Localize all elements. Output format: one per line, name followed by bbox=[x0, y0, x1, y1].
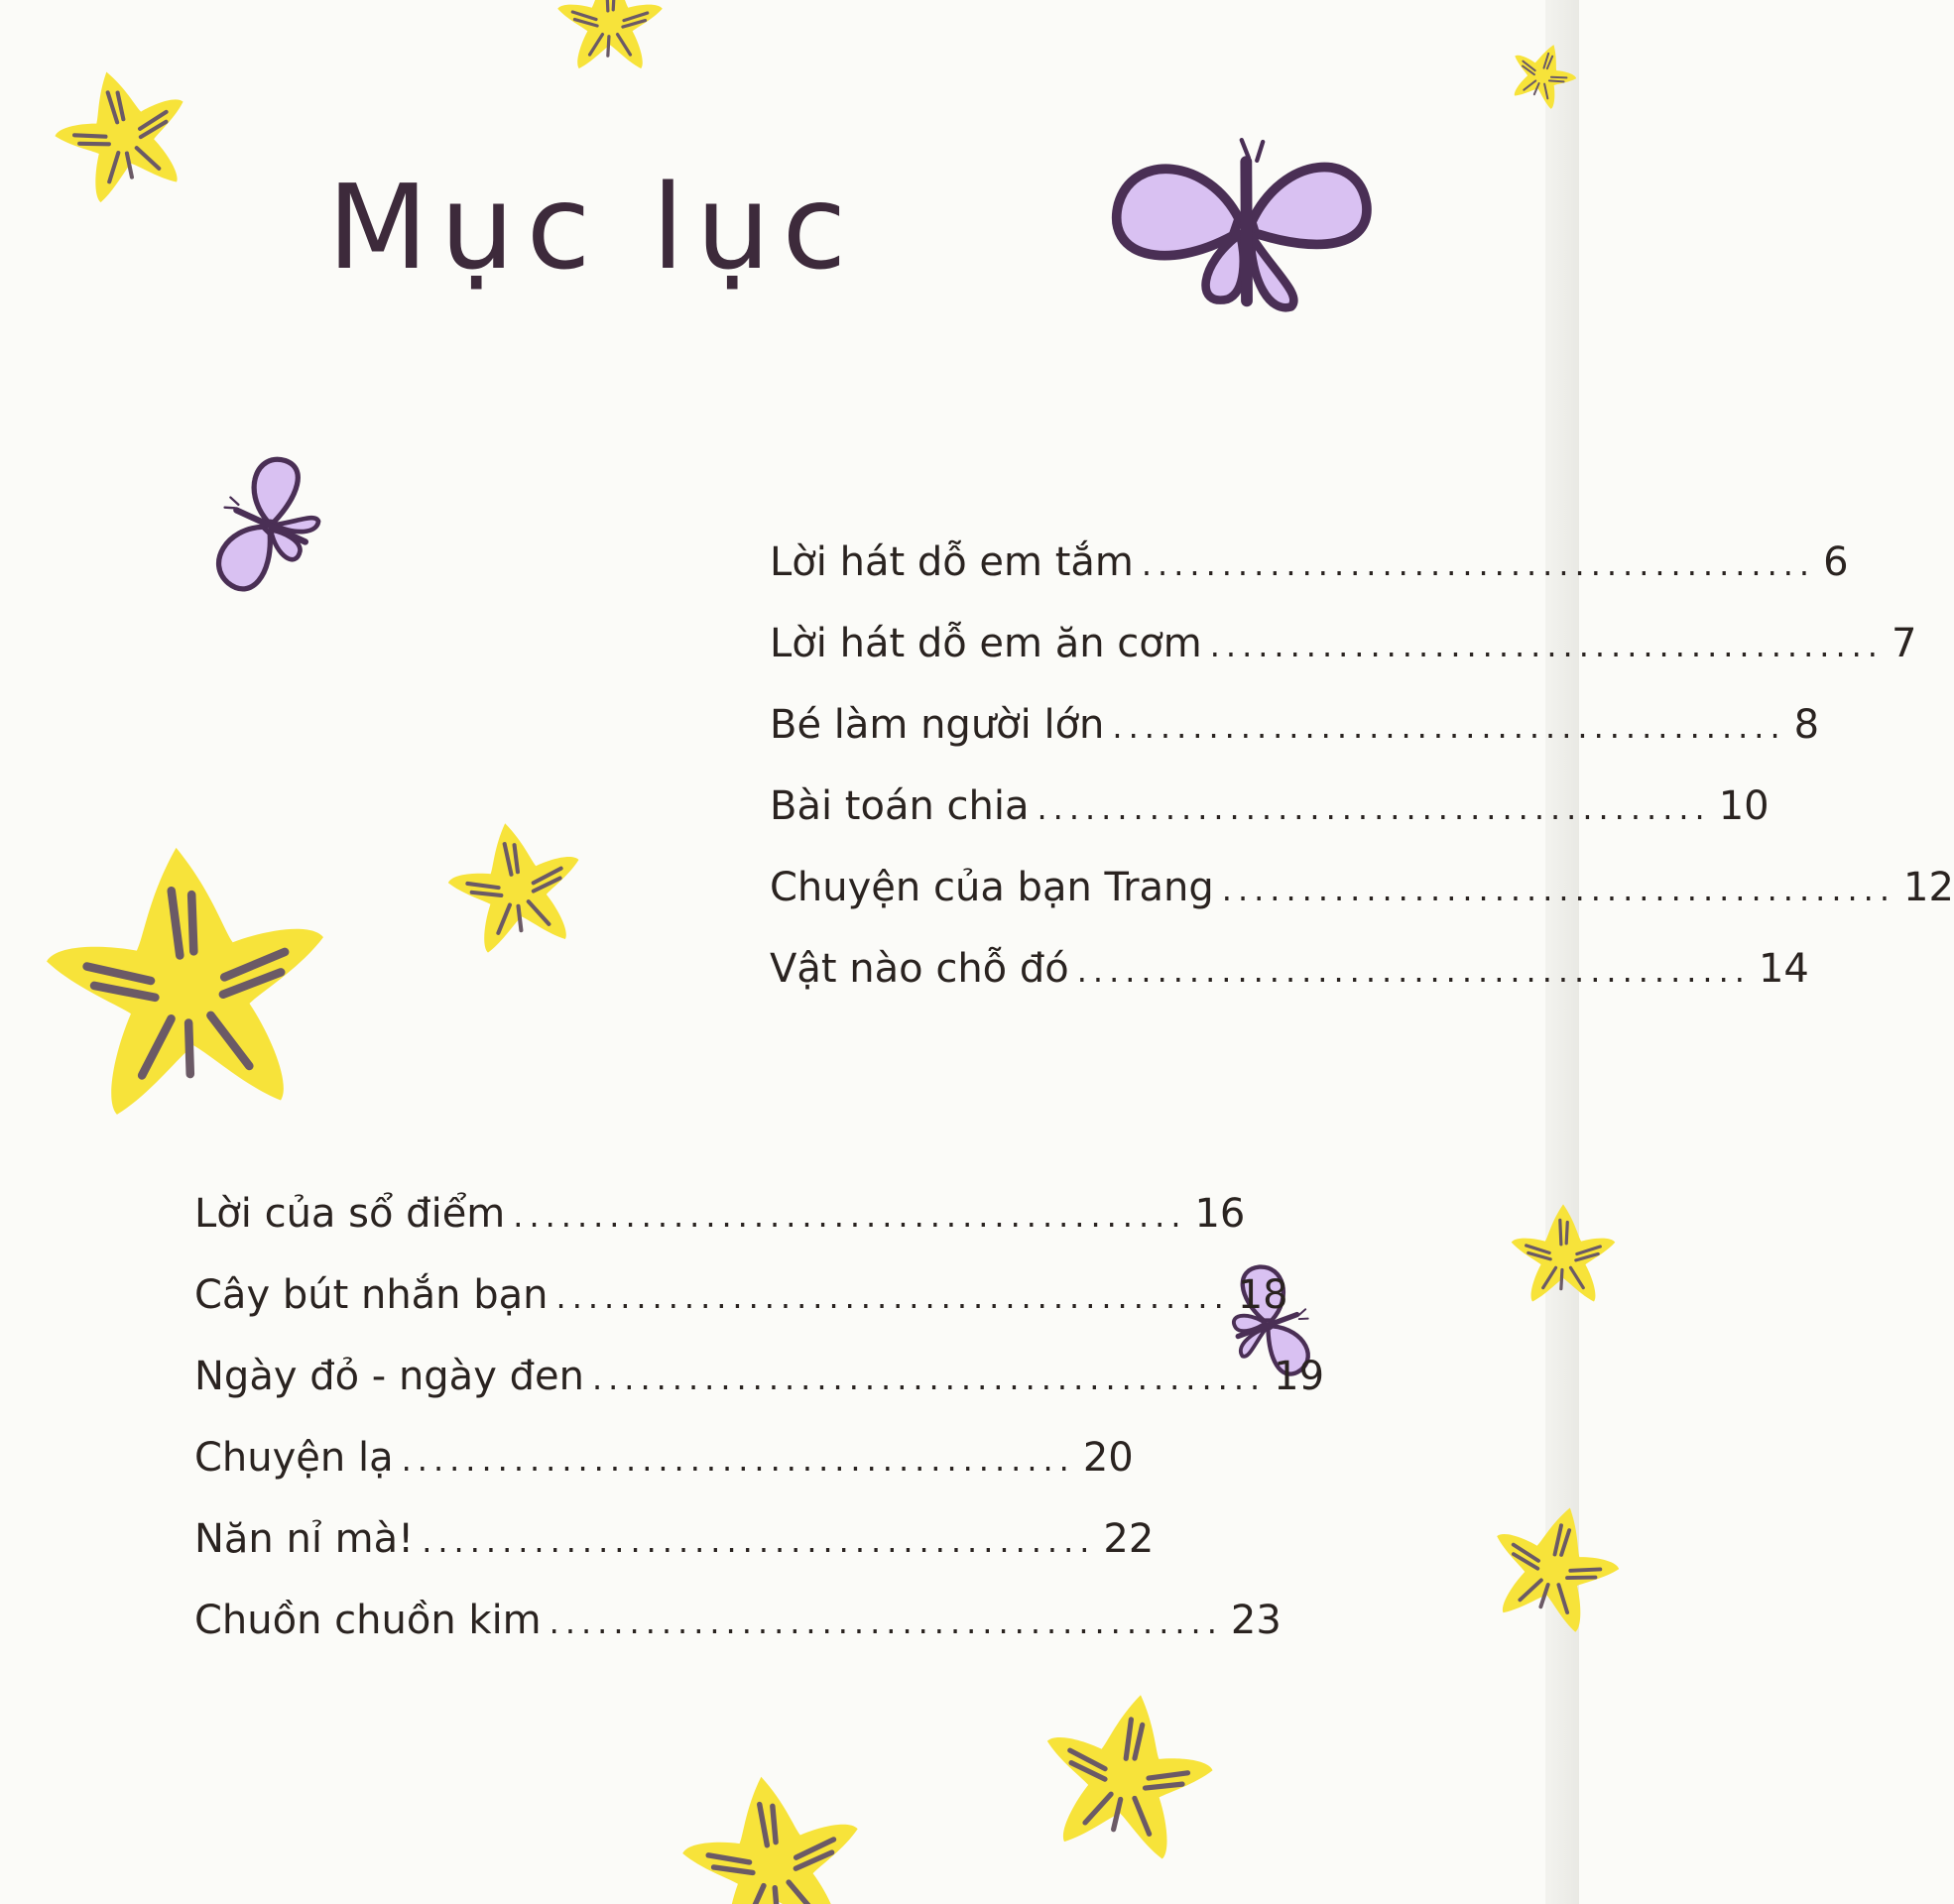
toc-entry-title: Lời hát dỗ em tắm bbox=[770, 539, 1134, 585]
flower-top-center-icon bbox=[555, 0, 665, 40]
toc-entry-page: 22 bbox=[1103, 1516, 1155, 1562]
toc-entry-page: 19 bbox=[1274, 1354, 1325, 1399]
toc-leader-dots: .......................................... bbox=[401, 1441, 1075, 1479]
toc-entry[interactable] bbox=[770, 539, 1849, 585]
flower-right-edge-2-icon bbox=[1527, 1478, 1579, 1656]
toc-entry-page: 6 bbox=[1823, 539, 1849, 585]
toc-leader-dots: .......................................... bbox=[549, 1604, 1223, 1641]
toc-entry[interactable] bbox=[770, 865, 1954, 910]
toc-entry-title: Cây bút nhắn bạn bbox=[194, 1272, 549, 1318]
toc-entry-title: Chuyện của bạn Trang bbox=[770, 865, 1214, 910]
toc-entry-page: 7 bbox=[1891, 621, 1917, 666]
flower-bottom-right-icon bbox=[1032, 1666, 1220, 1884]
toc-leader-dots: .......................................... bbox=[1037, 789, 1711, 827]
toc-leader-dots: .......................................... bbox=[513, 1197, 1187, 1235]
toc-entry-page: 18 bbox=[1237, 1272, 1288, 1318]
toc-entry[interactable] bbox=[194, 1598, 1282, 1643]
flower-small-middle-icon bbox=[442, 807, 591, 966]
page-title: Mục lục bbox=[327, 159, 859, 296]
butterfly-large-icon bbox=[1101, 119, 1389, 327]
toc-entry-page: 12 bbox=[1903, 865, 1954, 910]
toc-leader-dots: .......................................... bbox=[591, 1360, 1267, 1397]
toc-entry-page: 10 bbox=[1718, 783, 1770, 829]
toc-entry-title: Bé làm người lớn bbox=[770, 702, 1105, 748]
toc-leader-dots: .......................................... bbox=[555, 1278, 1230, 1316]
flower-right-edge-1-icon bbox=[1547, 1180, 1579, 1329]
toc-entry-page: 20 bbox=[1082, 1435, 1134, 1481]
toc-entry-title: Ngày đỏ - ngày đen bbox=[194, 1354, 584, 1399]
toc-entry-page: 14 bbox=[1758, 946, 1809, 992]
toc-entry-title: Năn nỉ mà! bbox=[194, 1516, 415, 1562]
toc-leader-dots: .......................................... bbox=[1141, 545, 1816, 583]
toc-leader-dots: .......................................... bbox=[1112, 708, 1786, 746]
toc-entry[interactable] bbox=[194, 1516, 1155, 1562]
toc-entry[interactable] bbox=[770, 783, 1770, 829]
toc-entry[interactable] bbox=[770, 946, 1809, 992]
toc-entry-page: 8 bbox=[1793, 702, 1820, 748]
toc-entry[interactable] bbox=[770, 621, 1917, 666]
flower-large-left-icon bbox=[30, 833, 347, 1130]
toc-entry-page: 16 bbox=[1194, 1191, 1246, 1237]
toc-leader-dots: .......................................... bbox=[1221, 871, 1895, 908]
flower-top-left-icon bbox=[50, 60, 198, 208]
toc-entry[interactable] bbox=[194, 1435, 1134, 1481]
toc-leader-dots: .......................................... bbox=[1209, 627, 1884, 664]
toc-entry-title: Bài toán chia bbox=[770, 783, 1030, 829]
toc-entry[interactable] bbox=[770, 702, 1820, 748]
flower-top-right-icon bbox=[1506, 10, 1579, 139]
toc-entry-title: Chuồn chuồn kim bbox=[194, 1598, 542, 1643]
toc-entry-title: Vật nào chỗ đó bbox=[770, 946, 1069, 992]
toc-entry-title: Chuyện lạ bbox=[194, 1435, 394, 1481]
butterfly-left-icon bbox=[188, 446, 347, 605]
flower-bottom-center-icon bbox=[674, 1765, 873, 1904]
toc-list-part-2 bbox=[194, 1191, 1325, 1682]
toc-entry-title: Lời hát dỗ em ăn cơm bbox=[770, 621, 1202, 666]
toc-entry[interactable] bbox=[194, 1191, 1246, 1237]
toc-leader-dots: .......................................... bbox=[422, 1522, 1096, 1560]
toc-entry[interactable] bbox=[194, 1272, 1288, 1318]
toc-entry-page: 23 bbox=[1230, 1598, 1282, 1643]
toc-entry[interactable] bbox=[194, 1354, 1325, 1399]
toc-leader-dots: .......................................... bbox=[1076, 952, 1751, 990]
toc-entry-title: Lời của sổ điểm bbox=[194, 1191, 506, 1237]
toc-list-part-1 bbox=[770, 539, 1954, 1030]
